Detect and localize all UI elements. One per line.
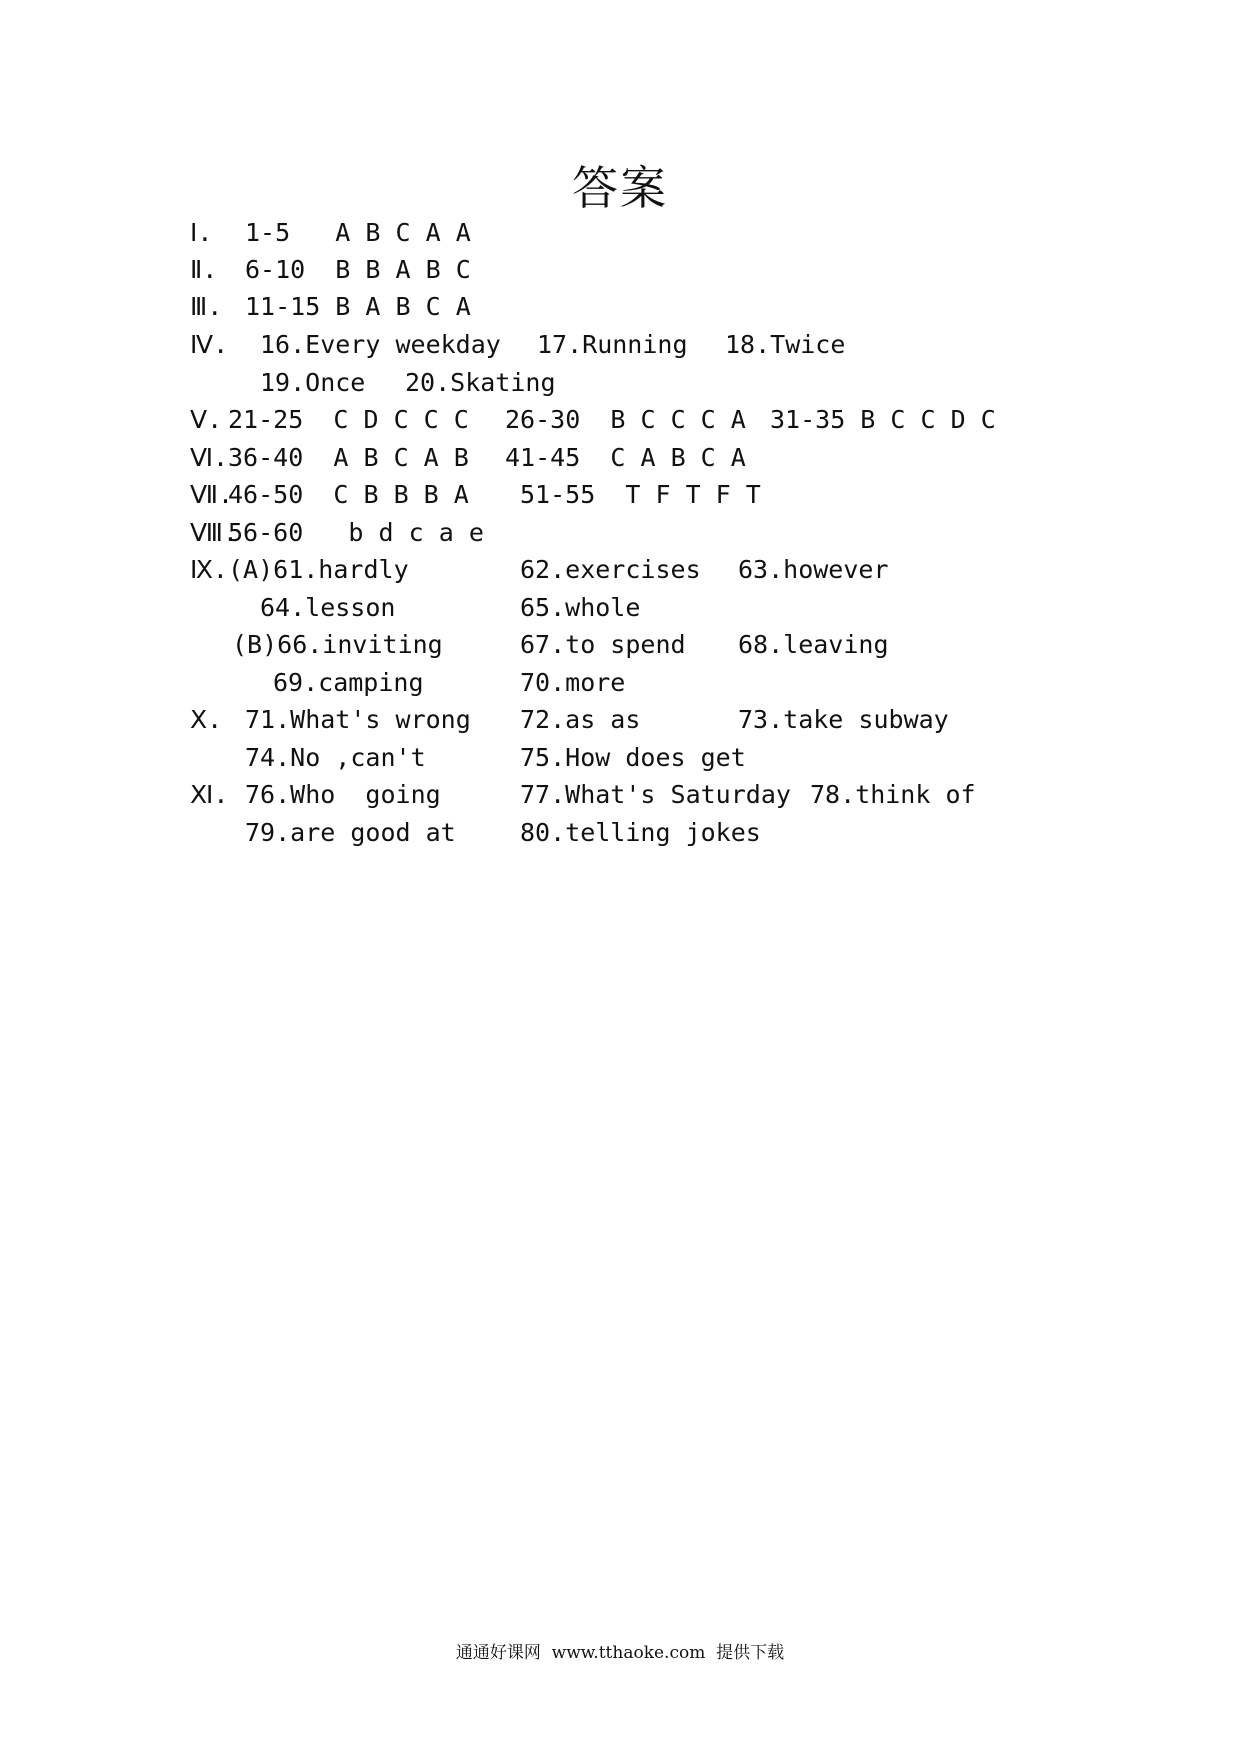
answer-text: 36-40 A B C A B <box>228 443 469 472</box>
answer-text: 70.more <box>520 668 626 697</box>
section-label: Ⅵ. <box>190 443 229 472</box>
section-label: Ⅸ. <box>190 555 228 584</box>
answer-text: 76.Who going <box>245 780 441 809</box>
answer-text: 65.whole <box>520 593 641 622</box>
answer-text: 69.camping <box>273 668 424 697</box>
answer-text: 6-10 B B A B C <box>245 255 471 284</box>
answer-text: 62.exercises <box>520 555 701 584</box>
answer-text: 79.are good at <box>245 818 456 847</box>
answer-text: 1-5 A B C A A <box>245 218 471 247</box>
section-label: Ⅹ. <box>190 705 223 734</box>
answer-text: 19.Once <box>260 368 366 397</box>
answer-text: 16.Every weekday <box>260 330 501 359</box>
answer-text: 26-30 B C C C A <box>505 405 746 434</box>
page-footer: 通通好课网 www.tthaoke.com 提供下载 <box>455 1643 785 1663</box>
section-label: Ⅰ. <box>190 218 213 247</box>
answer-text: 20.Skating <box>405 368 556 397</box>
answer-text: (A)61.hardly <box>228 555 409 584</box>
answer-text: 80.telling jokes <box>520 818 761 847</box>
answer-text: 31-35 B C C D C <box>770 405 996 434</box>
answer-text: 11-15 B A B C A <box>245 292 471 321</box>
answer-text: 17.Running <box>537 330 688 359</box>
answer-text: 68.leaving <box>738 630 889 659</box>
section-label: Ⅺ. <box>190 780 229 809</box>
answer-text: 63.however <box>738 555 889 584</box>
answer-text: 46-50 C B B B A <box>228 480 469 509</box>
section-label: Ⅱ. <box>190 255 218 284</box>
answer-text: 78.think of <box>810 780 976 809</box>
answer-text: 51-55 T F T F T <box>520 480 761 509</box>
answer-text: 74.No ,can't <box>245 743 426 772</box>
answer-text: 64.lesson <box>260 593 396 622</box>
page-title: 答案 <box>572 161 668 215</box>
section-label: Ⅷ. <box>190 518 238 547</box>
section-label: Ⅴ. <box>190 405 223 434</box>
answer-text: 73.take subway <box>738 705 949 734</box>
answer-text: 72.as as <box>520 705 641 734</box>
answer-text: 41-45 C A B C A <box>505 443 746 472</box>
answer-text: 77.What's Saturday <box>520 780 791 809</box>
answer-text: 75.How does get <box>520 743 746 772</box>
answer-text: 71.What's wrong <box>245 705 471 734</box>
answer-text: 21-25 C D C C C <box>228 405 469 434</box>
section-label: Ⅳ. <box>190 330 229 359</box>
answer-text: 18.Twice <box>725 330 846 359</box>
answer-text: 67.to spend <box>520 630 686 659</box>
section-label: Ⅲ. <box>190 292 223 321</box>
section-label: Ⅶ. <box>190 480 234 509</box>
answer-text: 56-60 b d c a e <box>228 518 484 547</box>
answer-text: (B)66.inviting <box>232 630 443 659</box>
